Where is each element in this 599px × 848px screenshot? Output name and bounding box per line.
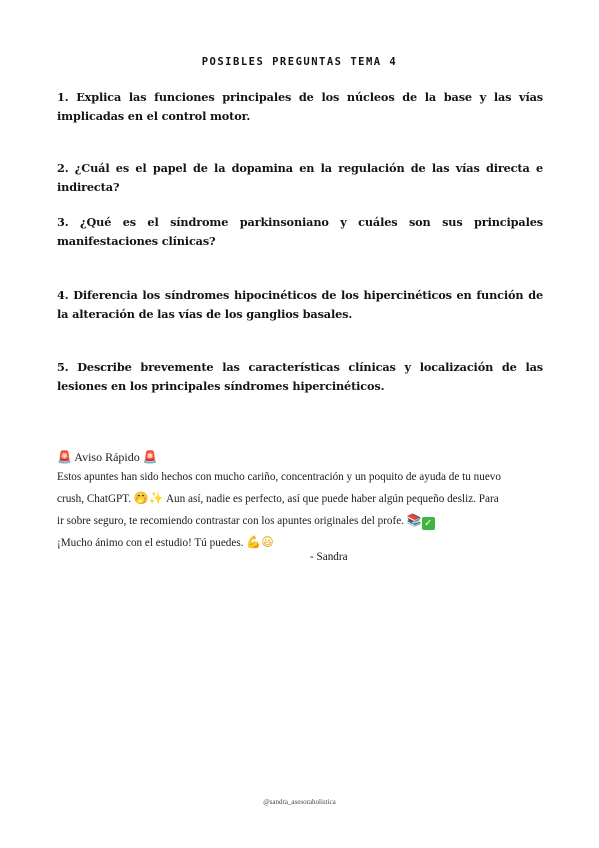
sparkles-icon: ✨ <box>148 491 164 505</box>
notice-line-4 <box>57 535 545 549</box>
footer-handle: @sandra_asesoraholistica <box>263 798 336 806</box>
page-title: POSIBLES PREGUNTAS TEMA 4 <box>201 56 398 68</box>
siren-icon: 🚨 <box>142 450 158 464</box>
check-icon: ✓ <box>422 517 435 530</box>
notice-heading-text: Aviso Rápido <box>74 450 140 464</box>
smile-face-icon: 🤭 <box>133 491 149 505</box>
siren-icon: 🚨 <box>57 450 72 464</box>
signature: - Sandra <box>310 551 348 563</box>
question-3: 3. ¿Qué es el síndrome parkinsoniano y cuáles son sus principales manifestaciones clínicas? <box>57 215 543 248</box>
notice-line-1: Estos apuntes han sido hechos con mucho cariño, concentración y un poquito de ayuda de tu nuevo <box>57 471 501 483</box>
notice-line-3 <box>57 513 545 530</box>
notice-line-2 <box>57 491 545 505</box>
books-icon: 📚 <box>406 513 422 527</box>
flexed-arm-icon: 💪 <box>246 535 262 549</box>
notice-line-4-text: ¡Mucho ánimo con el estudio! Tú puedes. <box>57 537 244 549</box>
question-1: 1. Explica las funciones principales de los núcleos de la base y las vías implicadas en el control motor. <box>57 90 543 123</box>
question-5: 5. Describe brevemente las características clínicas y localización de las lesiones en los principales síndromes hipercinéticos. <box>57 360 543 393</box>
notice-line-3-text: ir sobre seguro, te recomiendo contrastar con los apuntes originales del profe. <box>57 515 405 527</box>
notice-line-2-start: crush, ChatGPT. <box>57 493 132 505</box>
notice-line-2-end: Aun así, nadie es perfecto, así que puede haber algún pequeño desliz. Para <box>165 493 499 505</box>
notice-heading <box>57 450 545 465</box>
grin-face-icon: 😃 <box>261 535 274 549</box>
question-2: 2. ¿Cuál es el papel de la dopamina en la regulación de las vías directa e indirecta? <box>57 161 543 194</box>
question-4: 4. Diferencia los síndromes hipocinéticos de los hipercinéticos en función de la alteración de las vías de los ganglios basales. <box>57 288 543 321</box>
